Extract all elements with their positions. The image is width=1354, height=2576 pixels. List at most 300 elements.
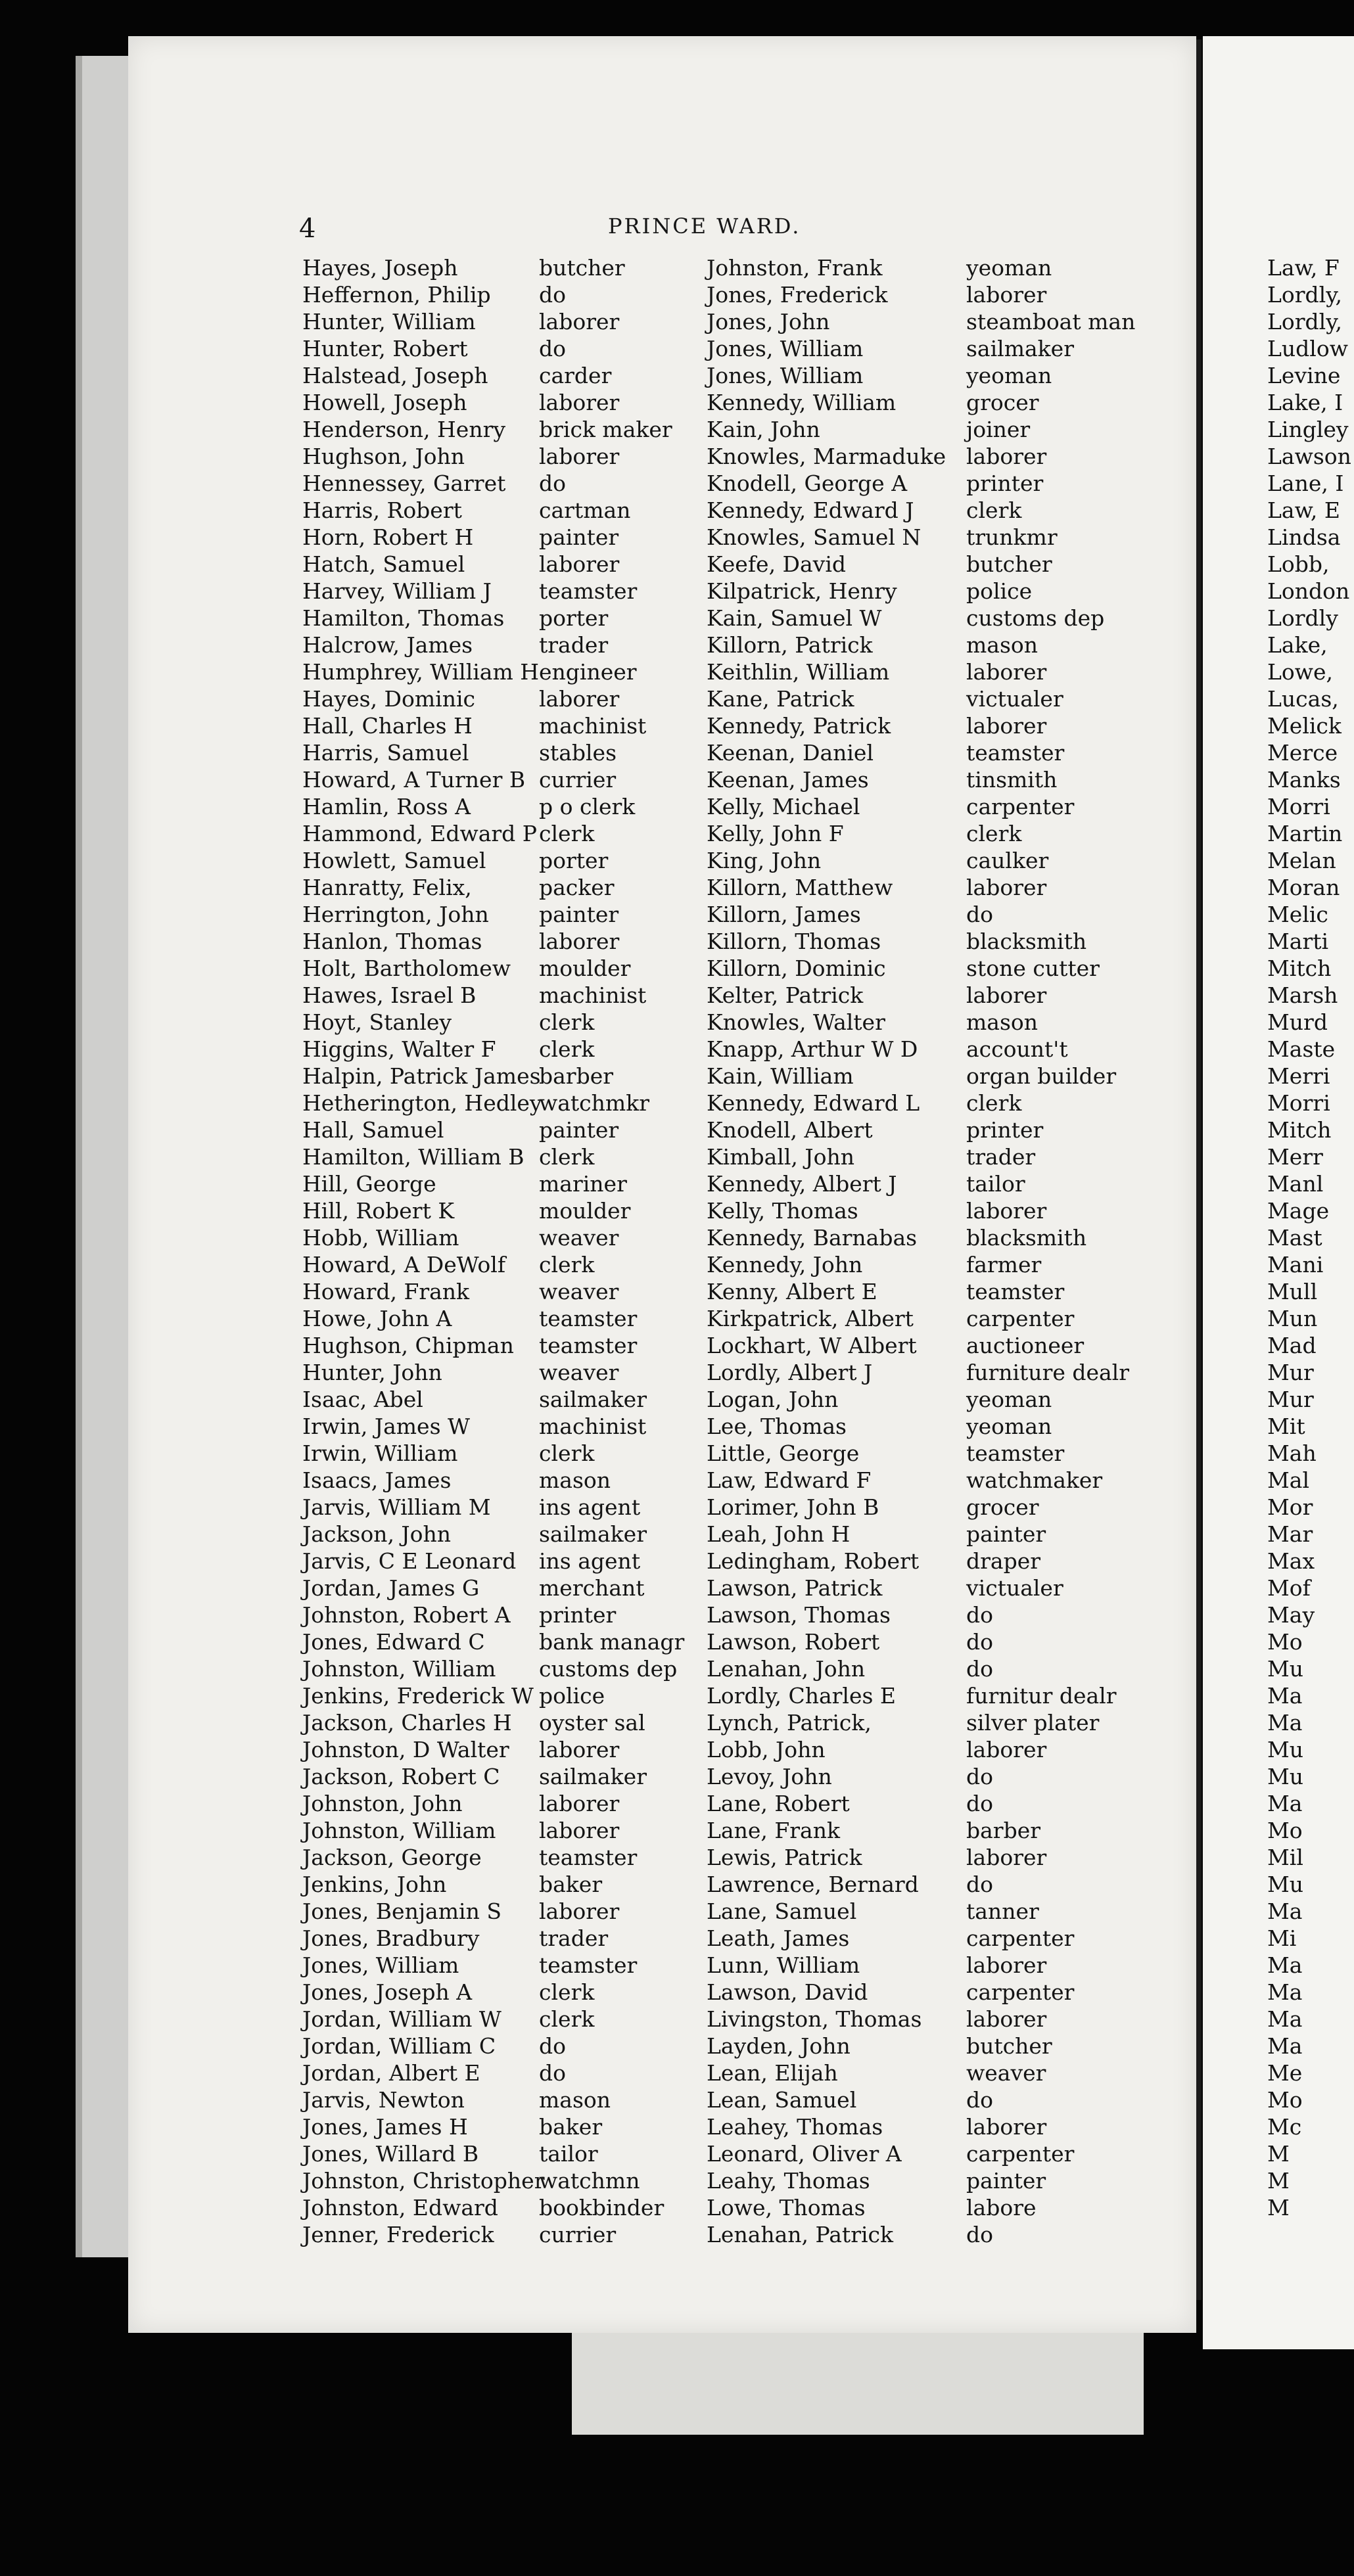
- resident-name: Kelly, Thomas: [707, 1198, 858, 1224]
- directory-entry: [707, 2167, 1154, 2194]
- occupation: blacksmith: [966, 929, 1087, 954]
- resident-name: Leonard, Oliver A: [707, 2141, 902, 2167]
- directory-entry: [707, 1628, 1154, 1655]
- directory-entry: [707, 1575, 1154, 1601]
- resident-name: Hetherington, Hedley: [302, 1090, 542, 1116]
- adjacent-fragment: Mur: [1267, 1360, 1314, 1385]
- page-number: 4: [299, 214, 316, 244]
- occupation: laborer: [966, 444, 1047, 469]
- occupation: victualer: [966, 686, 1063, 712]
- resident-name: Howlett, Samuel: [302, 848, 486, 873]
- occupation: carpenter: [966, 794, 1075, 819]
- resident-name: Heffernon, Philip: [302, 282, 491, 308]
- adjacent-fragment: Lordly: [1267, 605, 1338, 631]
- directory-entry: [302, 1494, 710, 1521]
- resident-name: Jones, Edward C: [302, 1629, 485, 1655]
- occupation: do: [966, 1629, 993, 1655]
- directory-entry: [707, 847, 1154, 874]
- resident-name: Johnston, William: [302, 1656, 496, 1682]
- adjacent-fragment: May: [1267, 1602, 1315, 1628]
- occupation: watchmaker: [966, 1467, 1103, 1493]
- directory-entry: [302, 1979, 710, 2006]
- occupation: do: [966, 1791, 993, 1816]
- directory-entry: [302, 1224, 710, 1251]
- directory-entry: [707, 685, 1154, 712]
- directory-entry: [707, 1413, 1154, 1440]
- page-bottom-edge: [572, 2330, 1144, 2435]
- directory-entry: [707, 416, 1154, 443]
- occupation: watchmn: [539, 2168, 640, 2194]
- adjacent-fragment: Melic: [1267, 902, 1328, 927]
- directory-entry: [707, 2140, 1154, 2167]
- resident-name: Jarvis, Newton: [302, 2087, 465, 2113]
- resident-name: Kelter, Patrick: [707, 982, 864, 1008]
- directory-entry: [302, 308, 710, 335]
- adjacent-fragment: Ma: [1267, 1683, 1303, 1709]
- occupation: silver plater: [966, 1710, 1100, 1736]
- occupation: barber: [966, 1818, 1041, 1843]
- directory-entry: [302, 685, 710, 712]
- occupation: account't: [966, 1036, 1068, 1062]
- occupation: laborer: [539, 1898, 620, 1924]
- adjacent-fragment: Mad: [1267, 1333, 1317, 1358]
- directory-entry: [302, 1063, 710, 1090]
- occupation: do: [539, 336, 566, 361]
- directory-entry: [302, 1628, 710, 1655]
- resident-name: Knowles, Walter: [707, 1009, 885, 1035]
- directory-entry: [707, 1790, 1154, 1817]
- directory-entry: [302, 443, 710, 470]
- directory-entry: [707, 578, 1154, 605]
- occupation: laborer: [966, 2114, 1047, 2140]
- directory-entry: [707, 739, 1154, 766]
- occupation: printer: [966, 471, 1044, 496]
- directory-entry: [707, 1979, 1154, 2006]
- adjacent-fragment: Ma: [1267, 1898, 1303, 1924]
- directory-entry: [302, 1090, 710, 1116]
- resident-name: Halcrow, James: [302, 632, 473, 658]
- occupation: laborer: [539, 390, 620, 415]
- resident-name: Kain, William: [707, 1063, 854, 1089]
- adjacent-fragment: Lake, I: [1267, 390, 1343, 415]
- directory-entry: [707, 1494, 1154, 1521]
- resident-name: Lawrence, Bernard: [707, 1872, 919, 1897]
- occupation: tailor: [966, 1171, 1025, 1197]
- directory-entry: [302, 1548, 710, 1575]
- resident-name: Keefe, David: [707, 551, 847, 577]
- occupation: clerk: [539, 1036, 595, 1062]
- occupation: sailmaker: [966, 336, 1074, 361]
- directory-entry: [302, 1359, 710, 1386]
- occupation: grocer: [966, 390, 1039, 415]
- occupation: laborer: [966, 1198, 1047, 1224]
- directory-entry: [707, 1440, 1154, 1467]
- adjacent-fragment: Mun: [1267, 1306, 1318, 1331]
- directory-entry: [302, 362, 710, 389]
- adjacent-fragment: Mitch: [1267, 955, 1332, 981]
- adjacent-fragment: Mur: [1267, 1387, 1314, 1412]
- directory-entry: [707, 874, 1154, 901]
- occupation: mason: [966, 632, 1039, 658]
- occupation: laborer: [966, 1952, 1047, 1978]
- resident-name: Lockhart, W Albert: [707, 1333, 917, 1358]
- adjacent-fragment: Mah: [1267, 1440, 1317, 1466]
- occupation: organ builder: [966, 1063, 1117, 1089]
- occupation: clerk: [539, 1440, 595, 1466]
- occupation: victualer: [966, 1575, 1063, 1601]
- resident-name: Irwin, William: [302, 1440, 458, 1466]
- resident-name: Knodell, George A: [707, 471, 908, 496]
- directory-entry: [302, 2140, 710, 2167]
- adjacent-fragment: Mu: [1267, 1872, 1304, 1897]
- directory-entry: [302, 1413, 710, 1440]
- directory-entry: [302, 551, 710, 578]
- directory-entry: [302, 2033, 710, 2059]
- directory-entry: [707, 443, 1154, 470]
- adjacent-fragment: Martin: [1267, 821, 1343, 846]
- occupation: mason: [966, 1009, 1039, 1035]
- resident-name: Killorn, Matthew: [707, 875, 893, 900]
- resident-name: Leahy, Thomas: [707, 2168, 870, 2194]
- directory-entry: [302, 1143, 710, 1170]
- directory-entry: [707, 2033, 1154, 2059]
- adjacent-fragment: Lindsa: [1267, 524, 1341, 550]
- resident-name: Layden, John: [707, 2033, 851, 2059]
- adjacent-fragment: Murd: [1267, 1009, 1328, 1035]
- directory-entry: [302, 739, 710, 766]
- resident-name: Lawson, Thomas: [707, 1602, 891, 1628]
- occupation: bank managr: [539, 1629, 685, 1655]
- resident-name: Hayes, Joseph: [302, 255, 458, 281]
- adjacent-fragment: Mu: [1267, 1737, 1304, 1762]
- occupation: trader: [539, 632, 609, 658]
- directory-entry: [707, 2194, 1154, 2221]
- occupation: do: [966, 2222, 993, 2247]
- occupation: teamster: [966, 1279, 1065, 1304]
- resident-name: Hall, Charles H: [302, 713, 473, 739]
- directory-entry: [302, 1251, 710, 1278]
- occupation: laborer: [966, 875, 1047, 900]
- occupation: laborer: [966, 1737, 1047, 1762]
- adjacent-fragment: Mull: [1267, 1279, 1318, 1304]
- directory-entry: [302, 470, 710, 497]
- occupation: printer: [539, 1602, 617, 1628]
- adjacent-fragment: Mo: [1267, 2087, 1303, 2113]
- adjacent-fragment: Morri: [1267, 794, 1330, 819]
- occupation: ins agent: [539, 1548, 641, 1574]
- resident-name: Howard, Frank: [302, 1279, 470, 1304]
- resident-name: Knowles, Samuel N: [707, 524, 922, 550]
- adjacent-fragment: Melick: [1267, 713, 1342, 739]
- occupation: barber: [539, 1063, 614, 1089]
- resident-name: Jones, Bradbury: [302, 1925, 480, 1951]
- adjacent-fragment: Lingley: [1267, 417, 1349, 442]
- directory-entry: [707, 1952, 1154, 1979]
- resident-name: Little, George: [707, 1440, 860, 1466]
- adjacent-fragment: Lucas,: [1267, 686, 1339, 712]
- resident-name: Lee, Thomas: [707, 1414, 847, 1439]
- occupation: butcher: [539, 255, 625, 281]
- directory-entry: [302, 1601, 710, 1628]
- occupation: do: [966, 1602, 993, 1628]
- directory-entry: [707, 1251, 1154, 1278]
- resident-name: Johnston, Edward: [302, 2195, 498, 2220]
- directory-entry: [302, 1009, 710, 1036]
- occupation: p o clerk: [539, 794, 636, 819]
- directory-entry: [302, 1817, 710, 1844]
- resident-name: Jordan, James G: [302, 1575, 480, 1601]
- directory-entry: [302, 1197, 710, 1224]
- occupation: printer: [966, 1117, 1044, 1143]
- resident-name: Hunter, William: [302, 309, 476, 334]
- directory-entry: [707, 551, 1154, 578]
- directory-entry: [707, 2086, 1154, 2113]
- occupation: furniture dealr: [966, 1360, 1130, 1385]
- directory-entry: [707, 1224, 1154, 1251]
- resident-name: Leah, John H: [707, 1521, 851, 1547]
- directory-entry: [302, 847, 710, 874]
- occupation: do: [539, 471, 566, 496]
- adjacent-fragment: Maste: [1267, 1036, 1336, 1062]
- directory-entry: [302, 901, 710, 928]
- occupation: mason: [539, 1467, 611, 1493]
- resident-name: Jones, Willard B: [302, 2141, 479, 2167]
- adjacent-fragment: Manks: [1267, 767, 1341, 793]
- occupation: sailmaker: [539, 1764, 647, 1789]
- adjacent-fragment: Mar: [1267, 1521, 1313, 1547]
- occupation: teamster: [539, 1845, 638, 1870]
- occupation: laborer: [539, 686, 620, 712]
- directory-entry: [302, 874, 710, 901]
- resident-name: Jackson, Charles H: [302, 1710, 512, 1736]
- directory-entry: [302, 1521, 710, 1548]
- directory-entry: [302, 1440, 710, 1467]
- directory-entry: [302, 2221, 710, 2248]
- directory-entry: [707, 308, 1154, 335]
- resident-name: Lawson, Robert: [707, 1629, 880, 1655]
- resident-name: Hamilton, William B: [302, 1144, 525, 1170]
- resident-name: Hill, George: [302, 1171, 436, 1197]
- occupation: painter: [966, 2168, 1046, 2194]
- occupation: clerk: [539, 821, 595, 846]
- directory-entry: [302, 1036, 710, 1063]
- resident-name: Howell, Joseph: [302, 390, 467, 415]
- resident-name: Leath, James: [707, 1925, 850, 1951]
- resident-name: Johnston, Frank: [707, 255, 883, 281]
- occupation: laborer: [539, 1791, 620, 1816]
- resident-name: Jordan, Albert E: [302, 2060, 480, 2086]
- adjacent-fragment: Mi: [1267, 1925, 1297, 1951]
- adjacent-fragment: Merri: [1267, 1063, 1330, 1089]
- adjacent-fragment: Lobb,: [1267, 551, 1330, 577]
- adjacent-fragment: Marti: [1267, 929, 1329, 954]
- occupation: clerk: [539, 1009, 595, 1035]
- directory-entry: [707, 982, 1154, 1009]
- adjacent-fragment: Mit: [1267, 1414, 1305, 1439]
- occupation: blacksmith: [966, 1225, 1087, 1251]
- adjacent-fragment: Mal: [1267, 1467, 1310, 1493]
- occupation: trader: [539, 1925, 609, 1951]
- resident-name: Lewis, Patrick: [707, 1845, 862, 1870]
- resident-name: Lane, Robert: [707, 1791, 850, 1816]
- directory-entry: [707, 1116, 1154, 1143]
- directory-entry: [707, 524, 1154, 551]
- resident-name: Lane, Frank: [707, 1818, 840, 1843]
- directory-entry: [302, 2113, 710, 2140]
- resident-name: Johnston, John: [302, 1791, 463, 1816]
- occupation: sailmaker: [539, 1387, 647, 1412]
- resident-name: Jordan, William C: [302, 2033, 496, 2059]
- adjacent-fragment: Lake,: [1267, 632, 1328, 658]
- directory-entry: [302, 1332, 710, 1359]
- directory-entry: [707, 1386, 1154, 1413]
- occupation: clerk: [966, 1090, 1022, 1116]
- occupation: brick maker: [539, 417, 672, 442]
- resident-name: Killorn, Thomas: [707, 929, 881, 954]
- adjacent-fragment: Me: [1267, 2060, 1303, 2086]
- directory-entry: [302, 1386, 710, 1413]
- directory-entry: [707, 820, 1154, 847]
- directory-entry: [707, 605, 1154, 632]
- resident-name: Holt, Bartholomew: [302, 955, 511, 981]
- occupation: do: [966, 2087, 993, 2113]
- adjacent-fragment: Ma: [1267, 1979, 1303, 2005]
- directory-entry: [302, 2006, 710, 2033]
- directory-entry: [707, 1305, 1154, 1332]
- adjacent-fragment: Mof: [1267, 1575, 1311, 1601]
- resident-name: Keenan, Daniel: [707, 740, 874, 766]
- occupation: laborer: [539, 551, 620, 577]
- directory-entry: [302, 1844, 710, 1871]
- resident-name: Jenner, Frederick: [302, 2222, 494, 2247]
- directory-entry: [707, 2059, 1154, 2086]
- occupation: laborer: [966, 982, 1047, 1008]
- directory-entry: [302, 335, 710, 362]
- resident-name: Irwin, James W: [302, 1414, 470, 1439]
- directory-entry: [707, 1736, 1154, 1763]
- resident-name: Kilpatrick, Henry: [707, 578, 897, 604]
- resident-name: Hatch, Samuel: [302, 551, 465, 577]
- resident-name: Law, Edward F: [707, 1467, 872, 1493]
- resident-name: Lynch, Patrick,: [707, 1710, 872, 1736]
- resident-name: Hoyt, Stanley: [302, 1009, 452, 1035]
- occupation: police: [539, 1683, 605, 1709]
- resident-name: Logan, John: [707, 1387, 839, 1412]
- occupation: tanner: [966, 1898, 1039, 1924]
- adjacent-fragment: Ma: [1267, 1952, 1303, 1978]
- resident-name: Lowe, Thomas: [707, 2195, 866, 2220]
- directory-entry: [707, 1332, 1154, 1359]
- occupation: painter: [539, 902, 619, 927]
- occupation: laborer: [539, 309, 620, 334]
- directory-entry: [707, 1655, 1154, 1682]
- directory-entry: [302, 712, 710, 739]
- resident-name: Kennedy, Edward J: [707, 497, 914, 523]
- resident-name: Johnston, Robert A: [302, 1602, 511, 1628]
- resident-name: Hall, Samuel: [302, 1117, 444, 1143]
- resident-name: Lordly, Albert J: [707, 1360, 873, 1385]
- adjacent-fragment: Lawson: [1267, 444, 1351, 469]
- occupation: machinist: [539, 1414, 647, 1439]
- resident-name: Hughson, John: [302, 444, 465, 469]
- directory-entry: [707, 1009, 1154, 1036]
- directory-entry: [302, 605, 710, 632]
- directory-entry: [302, 1736, 710, 1763]
- occupation: baker: [539, 1872, 603, 1897]
- resident-name: Johnston, D Walter: [302, 1737, 509, 1762]
- occupation: yeoman: [966, 1387, 1052, 1412]
- occupation: police: [966, 578, 1033, 604]
- adjacent-fragment: Mo: [1267, 1818, 1303, 1843]
- occupation: steamboat man: [966, 309, 1136, 334]
- directory-entry: [302, 766, 710, 793]
- resident-name: Kirkpatrick, Albert: [707, 1306, 914, 1331]
- directory-entry: [707, 1682, 1154, 1709]
- occupation: grocer: [966, 1494, 1039, 1520]
- occupation: weaver: [539, 1279, 619, 1304]
- adjacent-fragment: Lane, I: [1267, 471, 1344, 496]
- occupation: laborer: [539, 1818, 620, 1843]
- occupation: laborer: [966, 1845, 1047, 1870]
- occupation: weaver: [966, 2060, 1046, 2086]
- resident-name: Halpin, Patrick James: [302, 1063, 541, 1089]
- resident-name: Jarvis, C E Leonard: [302, 1548, 517, 1574]
- directory-entry: [707, 658, 1154, 685]
- adjacent-page-fragments: [1267, 254, 1351, 2221]
- resident-name: Isaac, Abel: [302, 1387, 423, 1412]
- resident-name: Hobb, William: [302, 1225, 459, 1251]
- occupation: weaver: [539, 1225, 619, 1251]
- directory-entry: [707, 335, 1154, 362]
- resident-name: Keithlin, William: [707, 659, 890, 685]
- occupation: clerk: [966, 497, 1022, 523]
- adjacent-fragment: Ma: [1267, 2033, 1303, 2059]
- occupation: butcher: [966, 551, 1052, 577]
- occupation: laborer: [539, 444, 620, 469]
- occupation: cartman: [539, 497, 631, 523]
- directory-entry: [302, 1116, 710, 1143]
- resident-name: Lawson, David: [707, 1979, 868, 2005]
- resident-name: Johnston, William: [302, 1818, 496, 1843]
- adjacent-fragment: M: [1267, 2195, 1290, 2220]
- occupation: yeoman: [966, 255, 1052, 281]
- resident-name: Lorimer, John B: [707, 1494, 879, 1520]
- occupation: teamster: [539, 1952, 638, 1978]
- adjacent-fragment: Levine: [1267, 363, 1341, 388]
- resident-name: Knapp, Arthur W D: [707, 1036, 918, 1062]
- occupation: machinist: [539, 713, 647, 739]
- directory-entry: [707, 1278, 1154, 1305]
- resident-name: Kelly, John F: [707, 821, 844, 846]
- occupation: do: [539, 282, 566, 308]
- resident-name: Horn, Robert H: [302, 524, 474, 550]
- resident-name: Hamlin, Ross A: [302, 794, 471, 819]
- directory-entry: [707, 712, 1154, 739]
- occupation: ins agent: [539, 1494, 641, 1520]
- adjacent-fragment: Merce: [1267, 740, 1338, 766]
- adjacent-fragment: Mu: [1267, 1656, 1304, 1682]
- adjacent-fragment: M: [1267, 2141, 1290, 2167]
- resident-name: Harris, Robert: [302, 497, 462, 523]
- resident-name: Howe, John A: [302, 1306, 452, 1331]
- occupation: painter: [539, 524, 619, 550]
- occupation: porter: [539, 848, 609, 873]
- directory-entry: [707, 389, 1154, 416]
- resident-name: Hennessey, Garret: [302, 471, 506, 496]
- resident-name: Lunn, William: [707, 1952, 860, 1978]
- directory-entry: [707, 1063, 1154, 1090]
- occupation: yeoman: [966, 363, 1052, 388]
